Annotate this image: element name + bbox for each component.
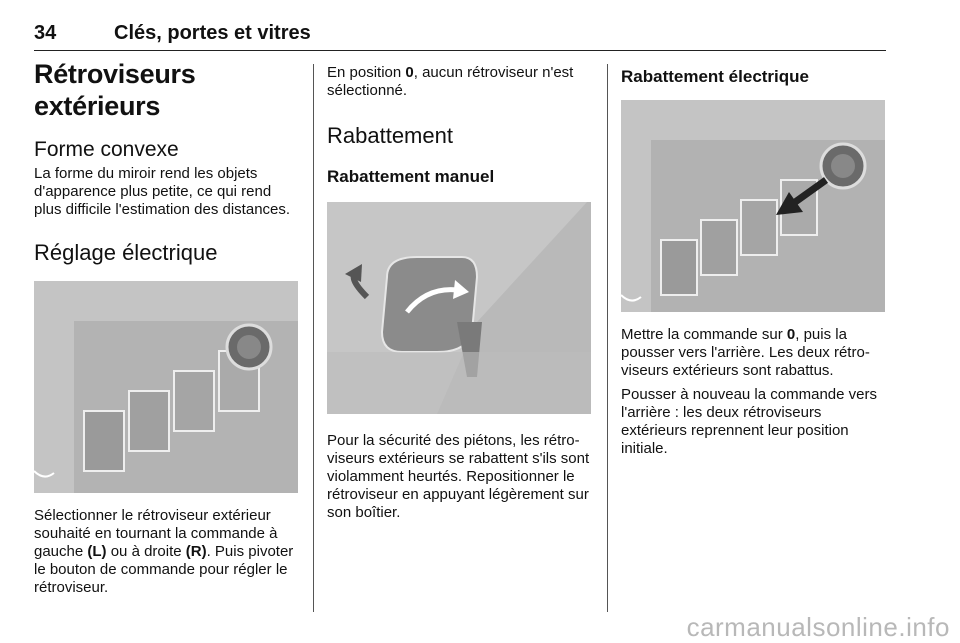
- column-divider: [607, 64, 608, 612]
- column-3: [621, 66, 887, 458]
- column-2: [327, 64, 593, 522]
- manual-folding-heading: Rabattement manuel: [327, 167, 495, 186]
- select-mirror-text: Sélectionner le rétroviseur extérieur souhaité en tournant la commande à gauche (L) ou à droite (R). Puis pivoter le bouton de commande pour régler le rétroviseur.: [34, 507, 294, 596]
- position-zero-text: En position 0, aucun rétroviseur n'est sélectionné.: [327, 64, 574, 99]
- column-1: [34, 58, 300, 597]
- column-divider: [313, 64, 314, 612]
- electric-adjust-heading: Réglage électrique: [34, 240, 218, 265]
- page-number: 34: [34, 22, 57, 44]
- manual-folding-text: Pour la sécurité des piétons, les rétroviseurs extérieurs se rabattent s'ils sont violamment heurtés. Repositionner le rétroviseur en appuyant légèrement sur son boîtier.: [327, 432, 590, 521]
- watermark: carmanualsonline.info: [686, 612, 950, 642]
- folding-heading: Rabattement: [327, 123, 453, 148]
- convex-heading: Forme convexe: [34, 138, 179, 161]
- convex-text: La forme du miroir rend les objets d'apparence plus petite, ce qui rend plus difficile l'estimation des distances.: [34, 165, 291, 218]
- push-again-text: Pousser à nouveau la commande vers l'arrière : les deux rétroviseurs extérieurs reprennent leur position initiale.: [621, 386, 877, 457]
- section-title: Rétroviseurs extérieurs: [34, 59, 196, 121]
- mirror-control-photo: [34, 281, 298, 493]
- mirror-fold-photo: [327, 202, 591, 414]
- page-header: [34, 22, 886, 51]
- electric-folding-heading: Rabattement électrique: [621, 67, 809, 86]
- set-control-text: Mettre la commande sur 0, puis la pousser vers l'arrière. Les deux rétroviseurs extérieurs sont rabattus.: [621, 326, 870, 379]
- electric-fold-photo: [621, 100, 885, 312]
- chapter-title: Clés, portes et vitres: [114, 22, 311, 44]
